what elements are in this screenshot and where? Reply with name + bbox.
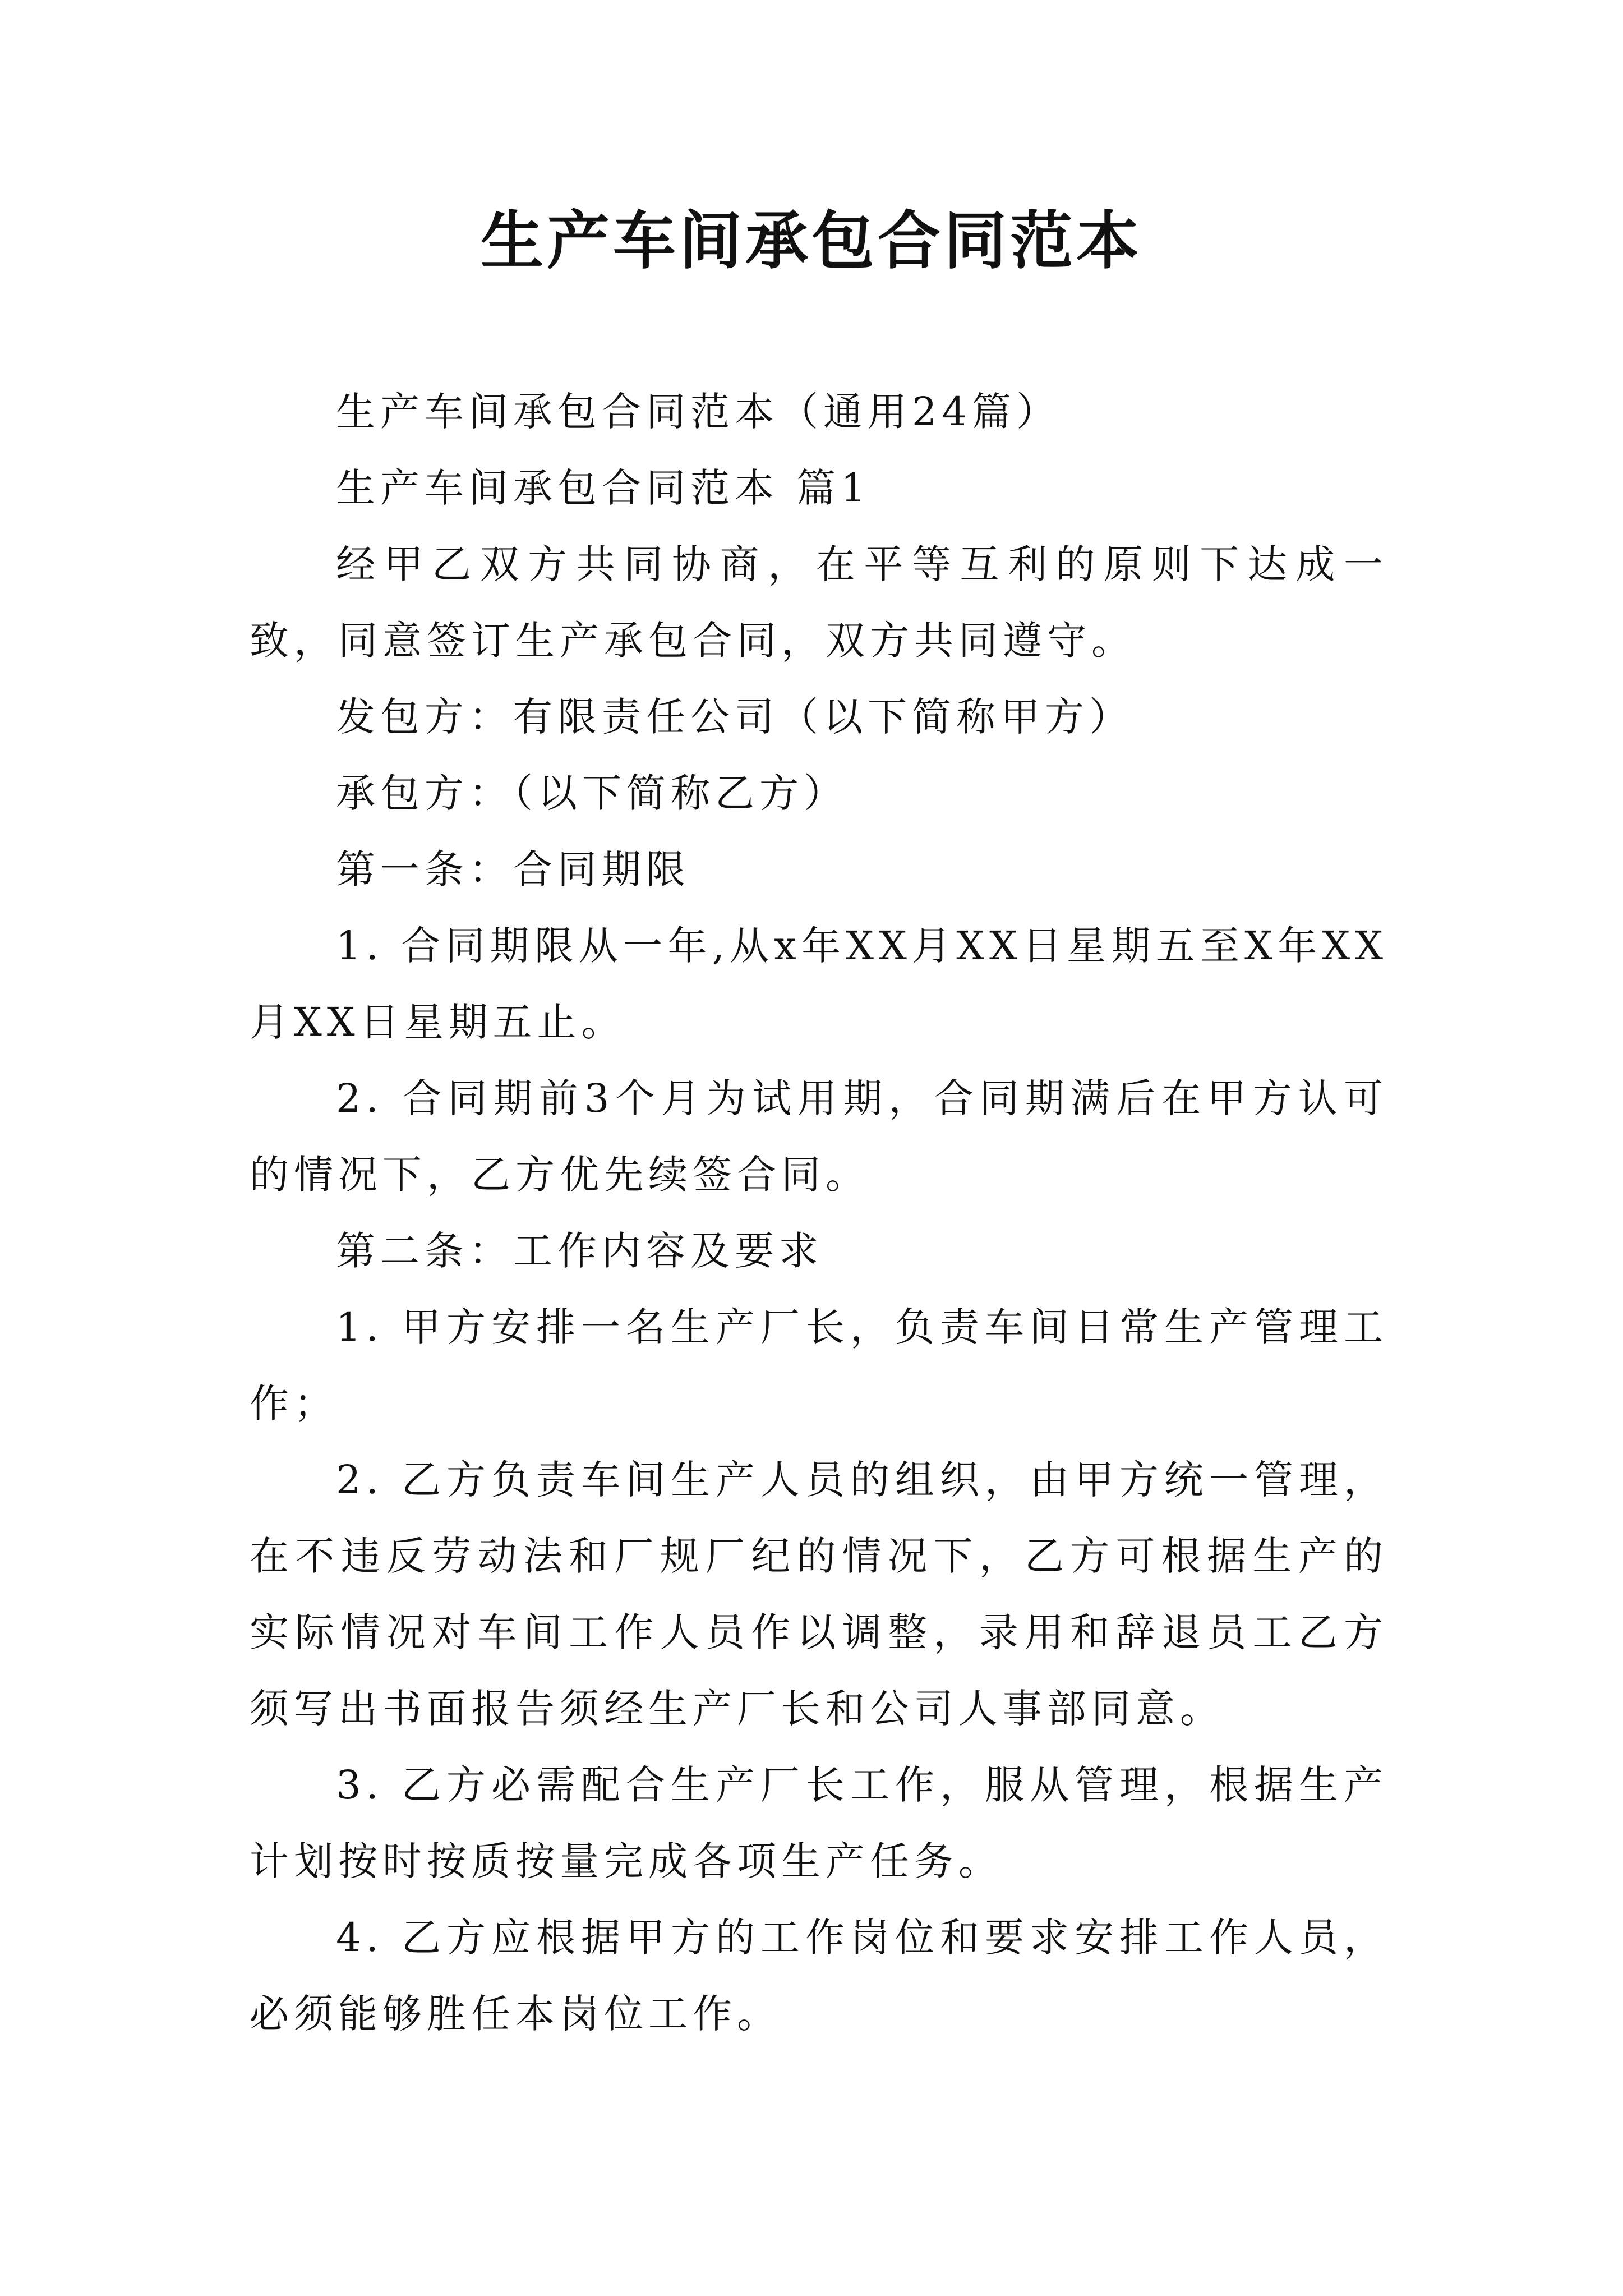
article-1-heading: 第一条：合同期限 — [336, 846, 690, 892]
document-body — [250, 374, 1388, 2052]
paragraph-party-a: 发包方：有限责任公司（以下简称甲方） — [336, 694, 1133, 740]
paragraph-section-heading: 生产车间承包合同范本 篇1 — [336, 465, 871, 511]
article-2-item-2: 2. 乙方负责车间生产人员的组织，由甲方统一管理，在不违反劳动法和厂规厂纪的情况下，乙方可根据生产的实际情况对车间工作人员作以调整，录用和辞退员工乙方须写出书面报告须经生产厂长和公司人事部同意。 — [250, 1457, 1388, 1732]
document-title: 生产车间承包合同范本 — [481, 204, 1142, 278]
paragraph-subtitle: 生产车间承包合同范本（通用24篇） — [336, 389, 1061, 435]
paragraph-party-b: 承包方：（以下简称乙方） — [336, 770, 848, 816]
article-1-item-1: 1. 合同期限从一年,从x年XX月XX日星期五至X年XX月XX日星期五止。 — [250, 923, 1388, 1045]
paragraph-intro: 经甲乙双方共同协商，在平等互利的原则下达成一致，同意签订生产承包合同，双方共同遵守。 — [250, 541, 1388, 664]
article-1-item-2: 2. 合同期前3个月为试用期，合同期满后在甲方认可的情况下，乙方优先续签合同。 — [250, 1075, 1388, 1198]
article-2-item-4: 4. 乙方应根据甲方的工作岗位和要求安排工作人员，必须能够胜任本岗位工作。 — [250, 1915, 1388, 2037]
article-2-item-3: 3. 乙方必需配合生产厂长工作，服从管理，根据生产计划按时按质按量完成各项生产任务。 — [250, 1762, 1388, 1884]
article-2-heading: 第二条：工作内容及要求 — [336, 1228, 823, 1274]
article-2-item-1: 1. 甲方安排一名生产厂长，负责车间日常生产管理工作； — [250, 1304, 1388, 1427]
